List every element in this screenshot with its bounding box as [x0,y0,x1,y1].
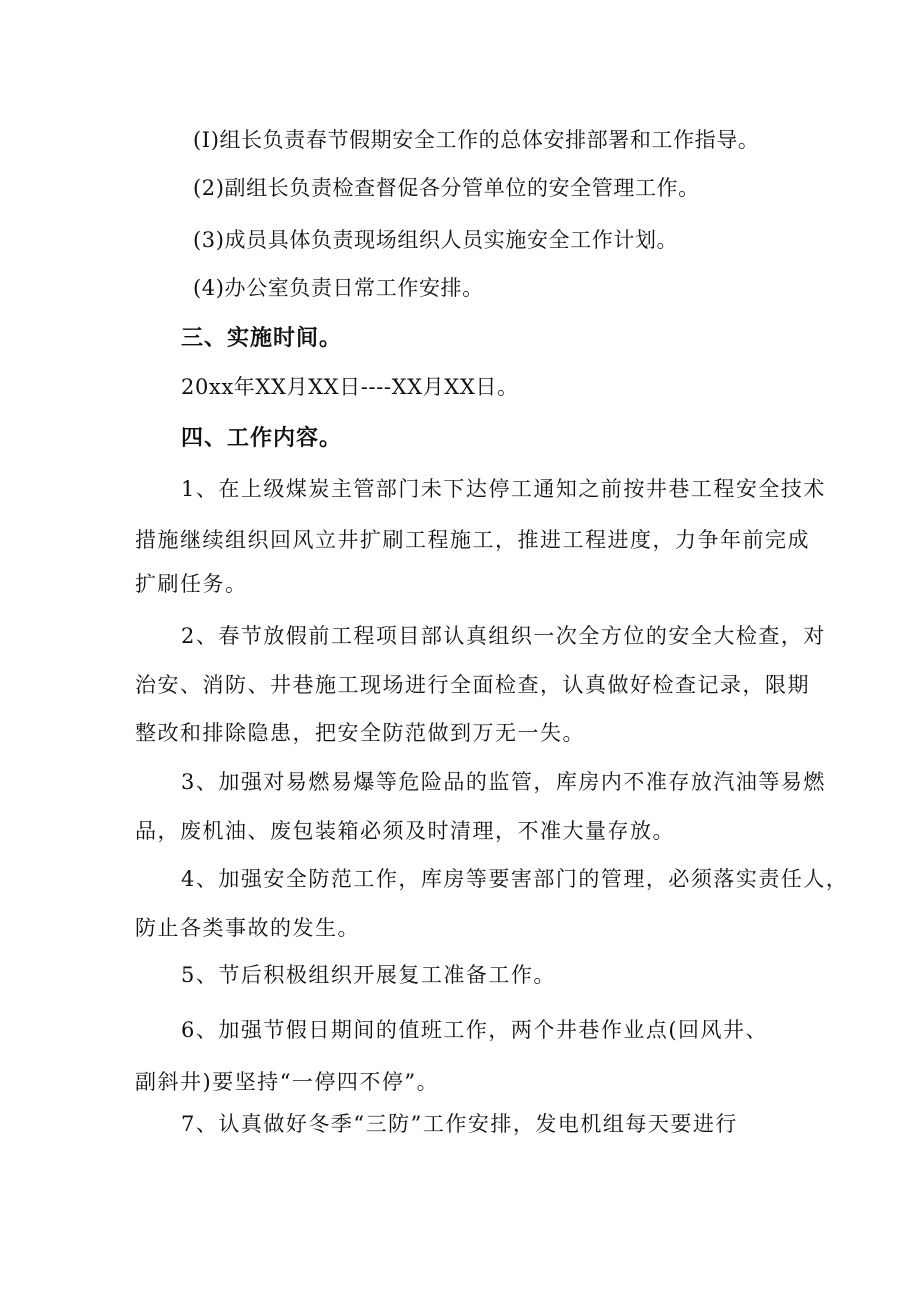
responsibility-1: (I)组长负责春节假期安全工作的总体安排部署和工作指导。 [193,128,760,152]
responsibility-3: (3)成员具体负责现场组织人员实施安全工作计划。 [193,228,679,252]
work-item-5-line-1: 5、节后积极组织开展复工准备工作。 [181,963,556,987]
work-item-4-line-2: 防止各类事故的发生。 [135,916,360,940]
work-item-1-line-1: 1、在上级煤炭主管部门未下达停工通知之前按井巷工程安全技术 [181,477,826,501]
responsibility-4: (4)办公室负责日常工作安排。 [193,276,484,300]
work-item-4-line-1: 4、加强安全防范工作，库房等要害部门的管理，必须落实责任人， [181,867,849,891]
responsibility-2: (2)副组长负责检查督促各分管单位的安全管理工作。 [193,176,700,200]
work-item-1-line-2: 措施继续组织回风立井扩刷工程施工，推进工程进度，力争年前完成 [135,528,810,552]
section-4-title: 四、工作内容。 [181,426,343,451]
work-item-2-line-3: 整改和排除隐患，把安全防范做到万无一失。 [135,721,585,745]
work-item-6-line-2: 副斜井)要坚持“一停四不停”。 [135,1070,440,1094]
work-item-2-line-1: 2、春节放假前工程项目部认真组织一次全方位的安全大检查，对 [181,624,826,648]
implementation-period: 20xx年XX月XX日----XX月XX日。 [181,375,519,399]
work-item-2-line-2: 治安、消防、井巷施工现场进行全面检查，认真做好检查记录，限期 [135,673,810,697]
section-3-title: 三、实施时间。 [181,326,343,351]
work-item-3-line-1: 3、加强对易燃易爆等危险品的监管，库房内不准存放汽油等易燃 [181,770,826,794]
work-item-6-line-1: 6、加强节假日期间的值班工作，两个井巷作业点(回风井、 [181,1018,769,1042]
work-item-1-line-3: 扩刷任务。 [135,572,248,596]
work-item-7-line-1: 7、认真做好冬季“三防”工作安排，发电机组每天要进行 [181,1112,738,1136]
work-item-3-line-2: 品，废机油、废包装箱必须及时清理，不准大量存放。 [135,819,675,843]
